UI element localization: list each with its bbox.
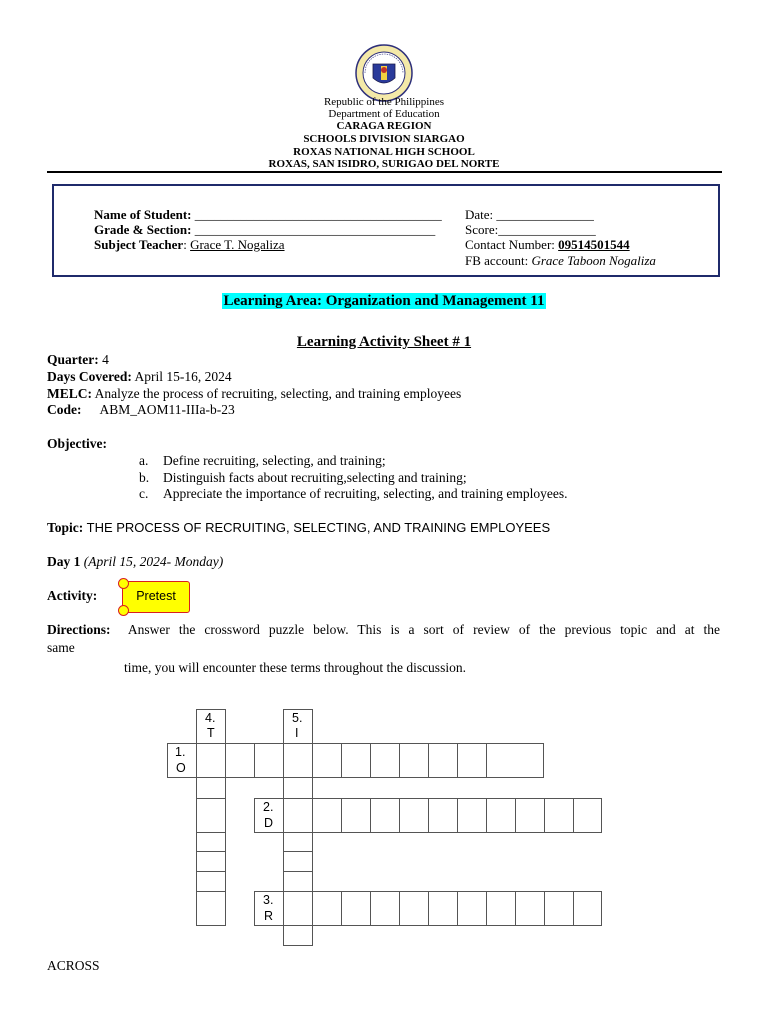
topic-label: Topic:: [47, 520, 84, 535]
crossword-cell-3-1[interactable]: [254, 891, 284, 926]
crossword-cell[interactable]: [312, 891, 342, 926]
date-label: Date:: [465, 207, 494, 222]
days-row: [47, 369, 232, 386]
fb-label: FB account:: [465, 253, 529, 268]
crossword-cell[interactable]: [283, 851, 313, 872]
days-value: April 15-16, 2024: [134, 369, 232, 384]
quarter-label: Quarter:: [47, 352, 99, 367]
objective-item: [139, 453, 386, 470]
scroll-curl: [118, 605, 129, 616]
crossword-cell[interactable]: [370, 798, 400, 833]
clue-4-letter: T: [207, 726, 215, 740]
crossword-cell[interactable]: [196, 871, 226, 892]
objective-text: Appreciate the importance of recruiting, selecting, and training employees.: [163, 486, 568, 501]
crossword-cell[interactable]: [225, 743, 255, 778]
crossword-cell[interactable]: [428, 798, 458, 833]
clue-4-number: 4.: [205, 711, 216, 725]
crossword-cell[interactable]: [544, 798, 574, 833]
name-label: Name of Student:: [94, 207, 192, 222]
sheet-title: Learning Activity Sheet # 1: [296, 334, 472, 350]
name-blank[interactable]: ______________________________________: [194, 207, 442, 222]
score-label: Score:: [465, 222, 499, 237]
crossword-cell[interactable]: [254, 743, 284, 778]
header-division: SCHOOLS DIVISION SIARGAO: [303, 133, 465, 145]
learning-area-text: Learning Area: Organization and Management 11: [223, 293, 545, 309]
teacher-label: Subject Teacher: [94, 237, 184, 252]
directions-line2: same: [47, 640, 75, 655]
crossword-cell[interactable]: [486, 798, 516, 833]
clue-2-number: 2.: [263, 800, 274, 814]
crossword-cell[interactable]: [312, 743, 342, 778]
day-value: (April 15, 2024- Monday): [83, 554, 224, 569]
fb-account: Grace Taboon Nogaliza: [531, 253, 656, 268]
learning-area: [0, 292, 768, 310]
crossword-cell[interactable]: [283, 743, 313, 778]
pretest-label: Pretest: [136, 589, 176, 603]
score-blank[interactable]: _______________: [498, 222, 596, 237]
crossword-cell[interactable]: [283, 925, 313, 946]
crossword-cell[interactable]: [428, 891, 458, 926]
fb-row: [465, 253, 656, 269]
date-row: [465, 207, 594, 223]
day-row: [47, 554, 223, 571]
crossword-cell-4-1[interactable]: [196, 709, 226, 744]
deped-seal-logo: [355, 44, 413, 102]
crossword-cell[interactable]: [196, 777, 226, 799]
objective-text: Define recruiting, selecting, and training;: [163, 453, 386, 468]
crossword-cell[interactable]: [428, 743, 458, 778]
header-republic: Republic of the Philippines: [323, 96, 445, 108]
crossword-cell[interactable]: [399, 743, 429, 778]
clue-3-number: 3.: [263, 893, 274, 907]
crossword-cell[interactable]: [283, 777, 313, 799]
crossword-cell[interactable]: [341, 798, 371, 833]
crossword-cell[interactable]: [283, 798, 313, 833]
crossword-cell[interactable]: [370, 891, 400, 926]
crossword-cell[interactable]: [196, 743, 226, 778]
crossword-cell[interactable]: [196, 851, 226, 872]
objective-text: Distinguish facts about recruiting,selecting and training;: [163, 470, 467, 485]
code-label: Code:: [47, 402, 82, 417]
quarter-row: [47, 352, 109, 369]
crossword-cell[interactable]: [341, 891, 371, 926]
crossword-cell[interactable]: [283, 871, 313, 892]
topic-value: THE PROCESS OF RECRUITING, SELECTING, AND TRAINING EMPLOYEES: [86, 520, 551, 535]
clue-1-number: 1.: [175, 745, 186, 759]
crossword-cell[interactable]: [457, 891, 487, 926]
melc-value: Analyze the process of recruiting, selecting, and training employees: [94, 386, 462, 401]
date-blank[interactable]: _______________: [496, 207, 594, 222]
grade-row: [94, 222, 435, 238]
clue-5-letter: I: [295, 726, 299, 740]
objective-marker: c.: [139, 486, 149, 501]
crossword-cell[interactable]: [486, 891, 516, 926]
crossword-cell[interactable]: [283, 891, 313, 926]
code-row: [47, 402, 235, 419]
crossword-cell[interactable]: [573, 891, 602, 926]
clue-5-number: 5.: [292, 711, 303, 725]
contact-label: Contact Number:: [465, 237, 555, 252]
header-region: CARAGA REGION: [336, 120, 432, 132]
scroll-curl: [118, 578, 129, 589]
student-info-box: [52, 184, 720, 277]
days-label: Days Covered:: [47, 369, 132, 384]
name-row: [94, 207, 442, 223]
crossword-cell[interactable]: [544, 891, 574, 926]
crossword-cell[interactable]: [515, 798, 545, 833]
crossword-cell[interactable]: [196, 891, 226, 926]
teacher-row: Subject Teacher: Grace T. Nogaliza: [94, 237, 285, 252]
objective-label: Objective:: [47, 436, 107, 451]
crossword-cell[interactable]: [573, 798, 602, 833]
clue-1-letter: O: [176, 761, 186, 775]
header-divider: [47, 171, 722, 173]
code-value: ABM_AOM11-IIIa-b-23: [99, 402, 235, 417]
crossword-cell[interactable]: [370, 743, 400, 778]
crossword-cell[interactable]: [486, 743, 544, 778]
header-address: ROXAS, SAN ISIDRO, SURIGAO DEL NORTE: [268, 158, 500, 170]
crossword-cell[interactable]: [457, 798, 487, 833]
melc-row: [47, 386, 461, 403]
teacher-name: Grace T. Nogaliza: [190, 237, 285, 252]
across-heading: ACROSS: [47, 958, 100, 973]
crossword-cell-1-1[interactable]: [167, 743, 197, 778]
quarter-value: 4: [102, 352, 109, 367]
clue-2-letter: D: [264, 816, 274, 830]
crossword-cell-2-1[interactable]: [254, 798, 284, 833]
crossword-cell[interactable]: [399, 798, 429, 833]
directions-line3: time, you will encounter these terms throughout the discussion.: [124, 660, 466, 675]
directions-text: Answer the crossword puzzle below. This is a sort of review of the previous topic and at the: [127, 622, 720, 637]
crossword-cell[interactable]: [515, 891, 545, 926]
topic-row: [47, 520, 550, 537]
crossword-cell[interactable]: [457, 743, 487, 778]
melc-label: MELC:: [47, 386, 92, 401]
crossword-cell[interactable]: [196, 798, 226, 833]
score-row: [465, 222, 596, 238]
objective-item: [139, 486, 568, 503]
crossword-cell[interactable]: [341, 743, 371, 778]
crossword-cell[interactable]: [283, 832, 313, 852]
grade-blank[interactable]: _____________________________________: [194, 222, 436, 237]
header-department: Department of Education: [328, 108, 440, 120]
objective-item: [139, 470, 467, 487]
header-school: ROXAS NATIONAL HIGH SCHOOL: [293, 146, 475, 158]
objective-marker: a.: [139, 453, 149, 468]
crossword-cell[interactable]: [312, 798, 342, 833]
clue-3-letter: R: [264, 909, 274, 923]
crossword-cell[interactable]: [399, 891, 429, 926]
directions-line1: [47, 622, 720, 639]
contact-row: [465, 237, 630, 253]
day-label: Day 1: [47, 554, 81, 569]
objective-marker: b.: [139, 470, 150, 485]
crossword-cell[interactable]: [196, 832, 226, 852]
activity-label: Activity:: [47, 588, 98, 603]
pretest-badge: [122, 581, 190, 613]
contact-number: 09514501544: [558, 237, 630, 252]
crossword-cell-5-1[interactable]: [283, 709, 313, 744]
directions-label: Directions:: [47, 622, 111, 637]
grade-label: Grade & Section:: [94, 222, 192, 237]
